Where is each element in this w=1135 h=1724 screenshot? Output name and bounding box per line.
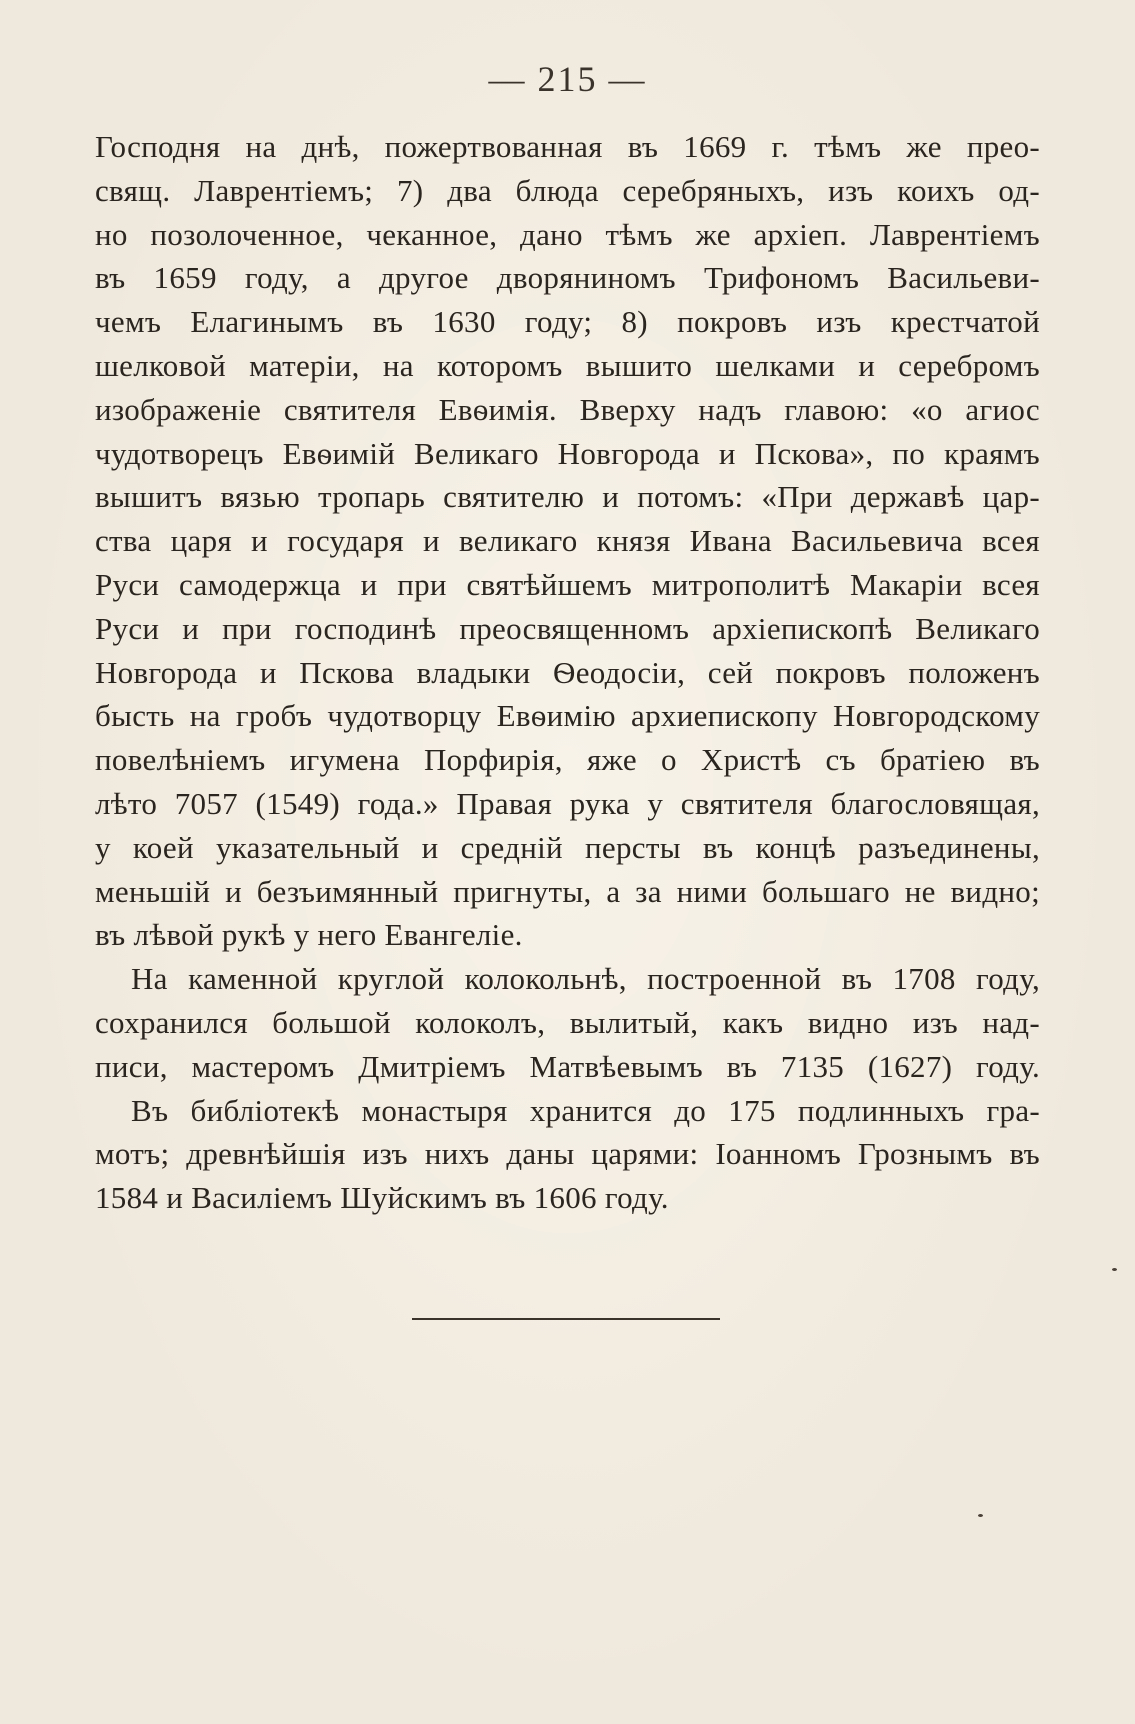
text-line: Новгорода и Пскова владыки Ѳеодосіи, сей покровъ положенъ (95, 654, 1040, 690)
text-line: Господня на днѣ, пожертвованная въ 1669 г. тѣмъ же прео- (95, 129, 1040, 164)
text-line: въ 1659 году, а другое дворяниномъ Трифономъ Васильеви- (95, 260, 1040, 296)
text-line: шелковой матеріи, на которомъ вышито шелками и серебромъ (95, 347, 1040, 383)
text-line: сохранился большой колоколъ, вылитый, какъ видно изъ над- (95, 1004, 1040, 1040)
text-line: лѣто 7057 (1549) года.» Правая рука у святителя благословящая, (95, 785, 1040, 821)
text-line: свящ. Лаврентіемъ; 7) два блюда серебряныхъ, изъ коихъ од- (95, 172, 1040, 208)
text-line: повелѣніемъ игумена Порфирія, яже о Христѣ съ братіею въ (95, 742, 1040, 778)
text-line-paragraph-start: Въ библіотекѣ монастыря хранится до 175 подлинныхъ гра- (131, 1092, 1040, 1128)
page-number: — 215 — (488, 59, 647, 99)
section-end-rule (412, 1318, 720, 1320)
text-line: вышитъ вязью тропарь святителю и потомъ: «При державѣ цар- (95, 479, 1040, 515)
text-line-paragraph-start: На каменной круглой колокольнѣ, построенной въ 1708 году, (131, 961, 1040, 997)
text-line: меньшій и безъимянный пригнуты, а за ними большаго не видно; (95, 873, 1040, 909)
paper-speck (1112, 1268, 1117, 1271)
text-line: чемъ Елагинымъ въ 1630 году; 8) покровъ изъ крестчатой (95, 304, 1040, 340)
text-line: бысть на гробъ чудотворцу Евѳимію архиепископу Новгородскому (95, 698, 1040, 734)
text-line: Руси самодержца и при святѣйшемъ митрополитѣ Макаріи всея (95, 566, 1040, 602)
body-text (95, 125, 1040, 1220)
text-line: Руси и при господинѣ преосвященномъ архіепископѣ Великаго (95, 610, 1040, 646)
paper-speck (978, 1514, 983, 1517)
text-line: ства царя и государя и великаго князя Ивана Васильевича всея (95, 523, 1040, 559)
text-line: 1584 и Василіемъ Шуйскимъ въ 1606 году. (95, 1180, 669, 1216)
text-line: чудотворецъ Евѳимій Великаго Новгорода и Пскова», по краямъ (95, 435, 1040, 471)
text-line: у коей указательный и средній персты въ концѣ разъединены, (95, 829, 1040, 865)
text-line: мотъ; древнѣйшія изъ нихъ даны царями: Іоанномъ Грознымъ въ (95, 1136, 1040, 1172)
text-line: изображеніе святителя Евѳимія. Вверху надъ главою: «о агиос (95, 391, 1040, 427)
text-line: писи, мастеромъ Дмитріемъ Матвѣевымъ въ 7135 (1627) году. (95, 1048, 1040, 1084)
text-line: въ лѣвой рукѣ у него Евангеліе. (95, 917, 523, 953)
text-line: но позолоченное, чеканное, дано тѣмъ же архіеп. Лаврентіемъ (95, 216, 1040, 252)
